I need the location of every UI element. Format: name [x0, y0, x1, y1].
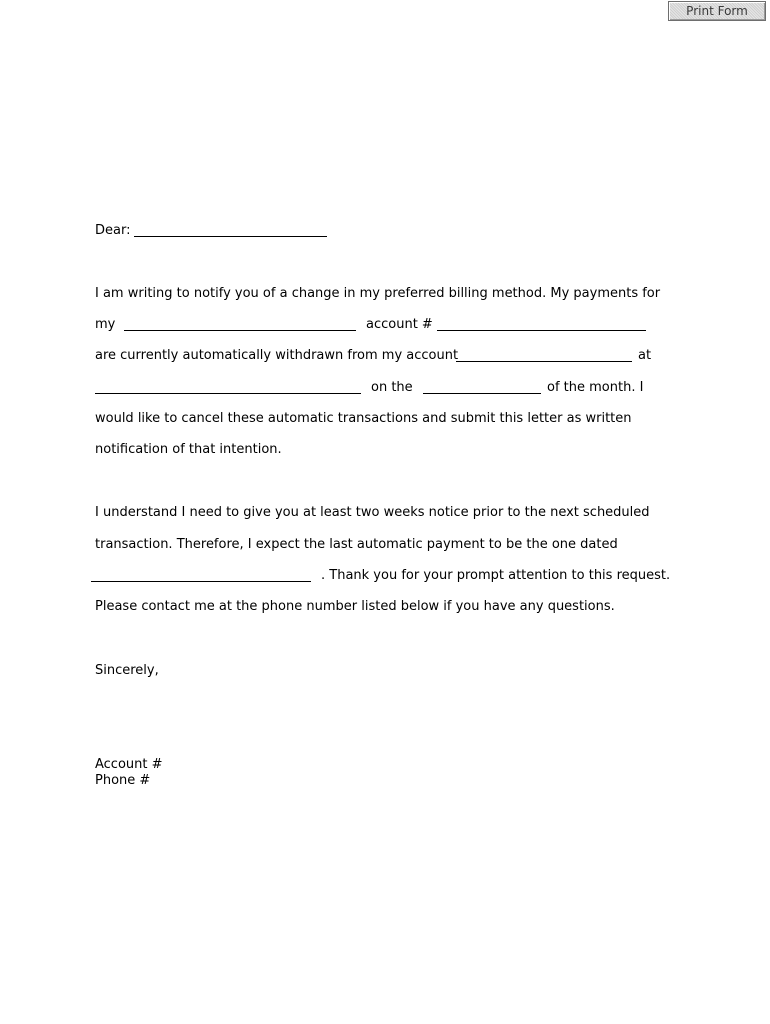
account-number-field[interactable] [437, 330, 646, 331]
bank-name-field[interactable] [95, 393, 361, 394]
paragraph-2-text: transaction. Therefore, I expect the last automatic payment to be the one dated [95, 537, 618, 552]
withdrawal-day-field[interactable] [423, 393, 541, 394]
recipient-name-field[interactable] [134, 236, 327, 237]
of-the-month-text: of the month. I [547, 380, 644, 395]
my-label: my [95, 317, 116, 332]
paragraph-2-text: Please contact me at the phone number listed below if you have any questions. [95, 599, 615, 614]
last-payment-date-field[interactable] [91, 581, 311, 582]
billing-company-field[interactable] [124, 330, 356, 331]
paragraph-2-text: I understand I need to give you at least two weeks notice prior to the next scheduled [95, 505, 650, 520]
salutation-label: Dear: [95, 223, 131, 238]
on-the-label: on the [371, 380, 413, 395]
bank-account-field[interactable] [456, 361, 632, 362]
thank-you-text: . Thank you for your prompt attention to this request. [321, 568, 671, 583]
print-form-button[interactable]: Print Form [668, 1, 766, 21]
at-label: at [638, 348, 652, 363]
paragraph-1-text: notification of that intention. [95, 442, 282, 457]
account-number-label: account # [366, 317, 433, 332]
paragraph-1-text: I am writing to notify you of a change in my preferred billing method. My payments for [95, 286, 661, 301]
footer-account-label: Account # [95, 757, 163, 772]
withdrawn-from-text: are currently automatically withdrawn from my account [95, 348, 459, 363]
closing-text: Sincerely, [95, 663, 159, 678]
paragraph-1-text: would like to cancel these automatic transactions and submit this letter as written [95, 411, 632, 426]
footer-phone-label: Phone # [95, 773, 151, 788]
